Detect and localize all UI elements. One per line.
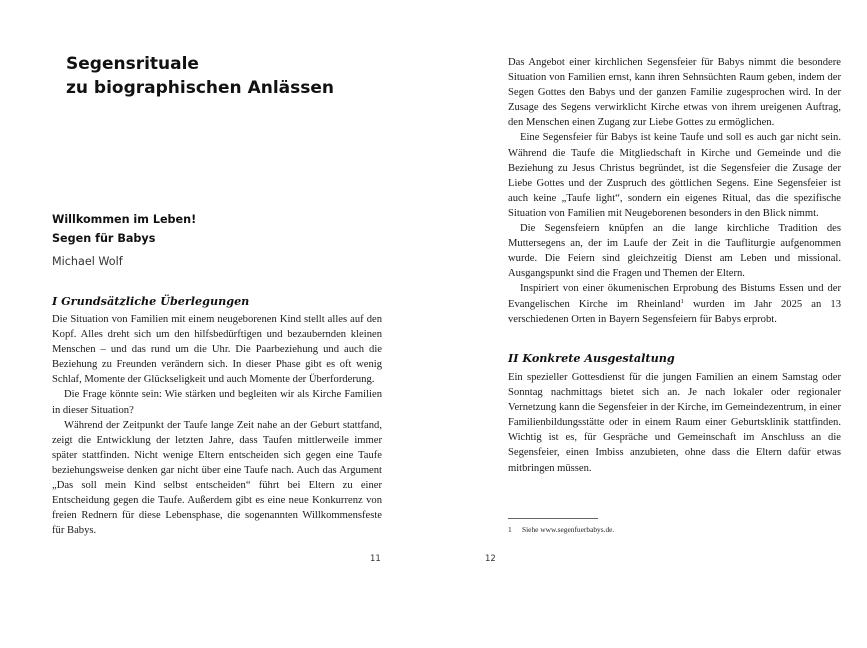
paragraph: Eine Segensfeier für Babys ist keine Taufe und soll es auch gar nicht sein. Während die Taufe die Mitgliedschaft in Kirche und Gemeinde und die Beziehung zu Jesus Christus begründet, ist die Segensfeier die Zusage der Liebe Gottes und der Zuspruch des göttlichen Segens. Eine Segensfeier ist auch keine „Taufe light“, sondern ein eigenes Ritual, das die spezifische Situation von Familien mit Neugeborenen besonders in den Blick nimmt.: [508, 132, 841, 219]
paragraph: Die Segensfeiern knüpfen an die lange kirchliche Tradition des Muttersegens an, der im Laufe der Zeit in die Taufliturgie aufgenommen wurde. Die Feiern sind gleichzeitig Dienst am Leben und missional. Ausgangspunkt sind die Fragen und Themen der Eltern.: [508, 223, 841, 280]
paragraph: Die Situation von Familien mit einem neugeborenen Kind stellt alles auf den Kopf. Alles dreht sich um den hilfsbedürftigen und bezaubernden kleinen Menschen – und das rund um die Uhr. Die Paarbeziehung und auch die Beziehung zu Freunden verändern sich. In dieser Phase gibt es oft wenig Schlaf, Momente der Glückseligkeit und auch Momente der Überforderung.: [52, 314, 382, 386]
right-page: [434, 0, 867, 648]
article-title-line2: Segen für Babys: [52, 232, 156, 245]
section-heading-1: I Grundsätzliche Überlegungen: [52, 294, 250, 308]
author-name: Michael Wolf: [52, 255, 123, 268]
footnote-reference[interactable]: 1: [680, 297, 684, 305]
article-title: [52, 210, 196, 248]
chapter-title-line1: Segensrituale: [66, 54, 199, 74]
section-2: [508, 350, 841, 476]
chapter-title: [66, 52, 334, 100]
paragraph: Ein spezieller Gottesdienst für die jungen Familien an einem Samstag oder Sonntag nachmittags bietet sich an. Je nach lokaler oder regionaler Vernetzung kann die Segensfeier in der Kirche, im Gemeindezentrum, in einer Familienbildungsstätte oder in einem Raum einer Geburtsklinik stattfinden. Wichtig ist es, für Gespräche und Gemeinschaft im Anschluss an die Segensfeier, einen Imbiss anzubieten, ohne dass die Eltern dafür etwas mitbringen müssen.: [508, 372, 841, 474]
footnote-number: 1: [508, 525, 512, 534]
paragraph: Während der Zeitpunkt der Taufe lange Zeit nahe an der Geburt stattfand, zeigt die Entwicklung der letzten Jahre, dass Taufen mittlerweile immer später stattfinden. Nicht wenige Eltern entscheiden sich gegen eine Taufe beziehungsweise denken gar nicht über eine Taufe nach. Auch das Argument „Das soll mein Kind selbst entscheiden“ führt bei Eltern zu einer Entscheidung gegen die Taufe. Außerdem gibt es eine neue Konkurrenz von freien Rednern für diese Lebensphase, die sogenannten Willkommensfeste für Babys.: [52, 419, 382, 537]
left-page: [0, 0, 433, 648]
article-title-line1: Willkommen im Leben!: [52, 213, 197, 226]
footnote: [508, 525, 614, 535]
section-heading-2: II Konkrete Ausgestaltung: [508, 351, 675, 365]
footnote-text: Siehe www.segenfuerbabys.de.: [522, 525, 615, 534]
paragraph-text: Inspiriert von einer ökumenischen Erprobung des Bistums Essen und der Evangelischen Kirche im Rheinland: [508, 283, 841, 310]
paragraph: Die Frage könnte sein: Wie stärken und begleiten wir als Kirche Familien in dieser Situation?: [52, 389, 382, 416]
chapter-title-line2: zu biographischen Anlässen: [66, 78, 334, 98]
paragraph-with-footnote: [508, 281, 841, 326]
paragraph-text: wurden im Jahr 2025 an 13 verschiedenen Orten in Bayern Segensfeiern für Babys erprobt.: [508, 298, 841, 325]
page-number-left: 11: [370, 554, 381, 564]
footnote-divider: [508, 518, 598, 519]
paragraph: Das Angebot einer kirchlichen Segensfeier für Babys nimmt die besondere Situation von Familien ernst, kann ihren Sehnsüchten Raum geben, indem der Segen Gottes den Babys und der ganzen Familie zugesprochen wird. In der Zusage des Segens verwirklicht Kirche etwas von ihrem ureigenen Auftrag, den Menschen einen Zugang zur Liebe Gottes zu ermöglichen.: [508, 57, 841, 129]
right-body-text: [508, 55, 841, 327]
page-number-right: 12: [485, 554, 496, 564]
left-body-text: [52, 293, 382, 538]
